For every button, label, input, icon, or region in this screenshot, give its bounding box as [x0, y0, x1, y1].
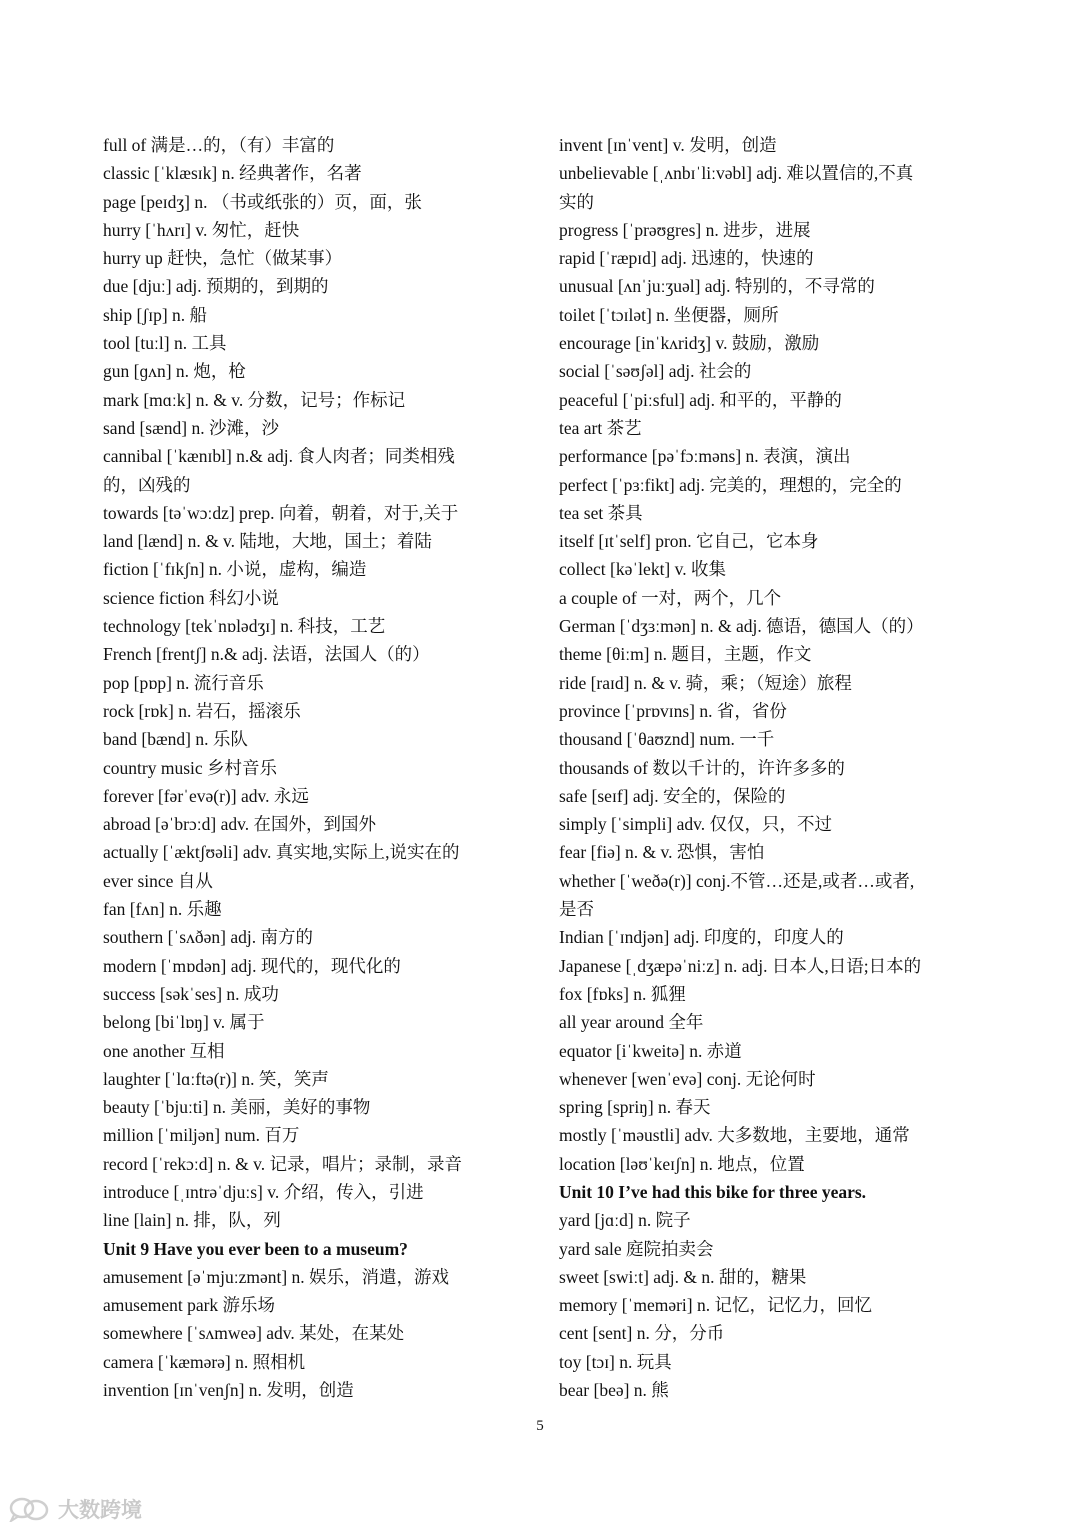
vocab-entry: gun [ɡʌn] n. 炮，枪 — [103, 361, 246, 382]
vocab-entry: whenever [wenˈevə] conj. 无论何时 — [559, 1068, 816, 1089]
vocab-entry: mark [mɑːk] n. & v. 分数，记号；作标记 — [103, 389, 406, 410]
vocab-entry: equator [iˈkweitə] n. 赤道 — [559, 1040, 742, 1061]
vocab-entry: amusement [əˈmjuːzmənt] n. 娱乐，消遣，游戏 — [103, 1266, 450, 1287]
vocab-entry: hurry up 赶快，急忙（做某事） — [103, 248, 343, 269]
vocab-entry: modern [ˈmɒdən] adj. 现代的，现代化的 — [103, 955, 401, 976]
vocab-entry: fox [fɒks] n. 狐狸 — [559, 983, 686, 1004]
unit-10-heading: Unit 10 I’ve had this bike for three years. — [559, 1181, 867, 1202]
vocab-entry: French [frentʃ] n.& adj. 法语，法国人（的） — [103, 644, 430, 665]
vocab-entry: country music 乡村音乐 — [103, 757, 278, 778]
vocab-entry: fear [fiə] n. & v. 恐惧，害怕 — [559, 842, 765, 863]
vocab-entry: sand [sænd] n. 沙滩，沙 — [103, 417, 279, 438]
vocab-entry-continuation: 是否 — [559, 899, 594, 920]
vocab-entry: province [ˈprɒvɪns] n. 省，省份 — [559, 700, 787, 721]
vocab-entry: mostly [ˈməustli] adv. 大多数地，主要地，通常 — [559, 1125, 910, 1146]
watermark-text: 大数跨境 — [58, 1498, 142, 1522]
vocab-entry: yard [jɑːd] n. 院子 — [559, 1210, 691, 1231]
vocab-entry: social [ˈsəʊʃəl] adj. 社会的 — [559, 361, 752, 382]
vocab-entry: abroad [əˈbrɔːd] adv. 在国外，到国外 — [103, 814, 376, 835]
vocab-entry: towards [təˈwɔːdz] prep. 向着，朝着，对于,关于 — [103, 502, 459, 523]
vocab-entry: Japanese [ˌdʒæpəˈniːz] n. adj. 日本人,日语;日本的 — [559, 955, 922, 976]
vocab-entry: ride [raɪd] n. & v. 骑，乘；（短途）旅程 — [559, 672, 852, 693]
vocab-entry: thousand [ˈθaʊznd] num. 一千 — [559, 729, 775, 750]
vocab-entry: one another 互相 — [103, 1040, 225, 1061]
vocab-entry: collect [kəˈlekt] v. 收集 — [559, 559, 726, 580]
vocab-entry: encourage [inˈkʌridʒ] v. 鼓励，激励 — [559, 333, 820, 354]
vocab-entry: all year around 全年 — [559, 1012, 704, 1033]
vocab-entry: memory [ˈmeməri] n. 记忆，记忆力，回忆 — [559, 1295, 872, 1316]
vocab-entry: itself [ɪtˈself] pron. 它自己，它本身 — [559, 531, 819, 552]
vocab-entry: rapid [ˈræpɪd] adj. 迅速的，快速的 — [559, 248, 814, 269]
vocab-entry: due [djuː] adj. 预期的，到期的 — [103, 276, 329, 297]
vocab-entry: safe [seɪf] adj. 安全的，保险的 — [559, 785, 786, 806]
vocab-entry: perfect [ˈpɜːfikt] adj. 完美的，理想的，完全的 — [559, 474, 902, 495]
watermark — [8, 1494, 142, 1524]
vocab-entry: fiction [ˈfɪkʃn] n. 小说，虚构，编造 — [103, 559, 367, 580]
vocab-entry: German [ˈdʒɜːmən] n. & adj. 德语，德国人（的） — [559, 616, 924, 637]
vocab-entry: invent [ɪnˈvent] v. 发明，创造 — [559, 135, 777, 155]
left-column — [103, 131, 533, 1404]
vocab-entry: pop [pɒp] n. 流行音乐 — [103, 672, 264, 693]
vocab-entry: simply [ˈsimpli] adv. 仅仅，只，不过 — [559, 814, 833, 835]
vocab-entry: introduce [ˌɪntrəˈdjuːs] v. 介绍，传入，引进 — [103, 1181, 424, 1202]
vocab-entry: actually [ˈæktʃʊəli] adv. 真实地,实际上,说实在的 — [103, 842, 460, 863]
vocab-entry: tea art 茶艺 — [559, 417, 642, 438]
vocab-entry: location [ləʊˈkeɪʃn] n. 地点，位置 — [559, 1153, 805, 1174]
vocab-entry: success [səkˈses] n. 成功 — [103, 983, 279, 1004]
vocab-entry: beauty [ˈbjuːti] n. 美丽，美好的事物 — [103, 1097, 371, 1118]
vocab-entry: page [peɪdʒ] n. （书或纸张的）页，面，张 — [103, 191, 422, 212]
vocab-entry-continuation: 实的 — [559, 191, 594, 212]
vocab-entry: tool [tuːl] n. 工具 — [103, 333, 227, 354]
vocab-entry: land [lænd] n. & v. 陆地，大地，国土；着陆 — [103, 531, 432, 552]
vocab-entry: science fiction 科幻小说 — [103, 587, 279, 608]
vocab-entry: somewhere [ˈsʌmweə] adv. 某处，在某处 — [103, 1323, 405, 1344]
vocab-entry: a couple of 一对，两个，几个 — [559, 587, 782, 608]
vocab-entry: band [bænd] n. 乐队 — [103, 729, 248, 750]
vocab-entry: laughter [ˈlɑːftə(r)] n. 笑，笑声 — [103, 1068, 329, 1089]
vocab-entry: invention [ɪnˈvenʃn] n. 发明，创造 — [103, 1380, 354, 1401]
vocab-entry: theme [θiːm] n. 题目，主题，作文 — [559, 644, 812, 665]
vocab-entry: belong [biˈlɒŋ] v. 属于 — [103, 1012, 265, 1033]
vocab-entry: unusual [ʌnˈjuːʒuəl] adj. 特别的，不寻常的 — [559, 276, 875, 297]
vocab-entry: fan [fʌn] n. 乐趣 — [103, 899, 222, 920]
right-column — [559, 131, 989, 1404]
vocab-entry: bear [beə] n. 熊 — [559, 1380, 669, 1401]
vocab-entry: unbelievable [ˌʌnbɪˈliːvəbl] adj. 难以置信的,不真 — [559, 163, 914, 184]
vocab-entry: forever [fərˈevə(r)] adv. 永远 — [103, 785, 309, 806]
vocab-entry: hurry [ˈhʌrɪ] v. 匆忙，赶快 — [103, 219, 300, 240]
vocab-entry: sweet [swiːt] adj. & n. 甜的，糖果 — [559, 1266, 807, 1287]
vocab-entry: progress [ˈprəʊgres] n. 进步，进展 — [559, 219, 811, 240]
page-number: 5 — [536, 1418, 544, 1434]
vocab-entry: southern [ˈsʌðən] adj. 南方的 — [103, 927, 313, 948]
vocab-entry: peaceful [ˈpiːsful] adj. 和平的，平静的 — [559, 389, 842, 410]
vocab-entry: full of 满是…的，（有）丰富的 — [103, 135, 335, 155]
vocab-entry: amusement park 游乐场 — [103, 1295, 276, 1316]
vocab-entry: thousands of 数以千计的，许许多多的 — [559, 757, 845, 778]
vocab-entry: rock [rɒk] n. 岩石，摇滚乐 — [103, 700, 301, 721]
vocab-entry: whether [ˈweðə(r)] conj.不管…还是,或者…或者, — [559, 870, 915, 891]
vocab-entry-continuation: 的，凶残的 — [103, 474, 191, 495]
vocab-entry: record [ˈrekɔːd] n. & v. 记录，唱片；录制，录音 — [103, 1153, 462, 1174]
vocab-entry: Indian [ˈɪndjən] adj. 印度的，印度人的 — [559, 927, 844, 948]
vocab-entry: ever since 自从 — [103, 870, 213, 891]
vocab-entry: cannibal [ˈkænɪbl] n.& adj. 食人肉者；同类相残 — [103, 446, 455, 467]
vocab-entry: yard sale 庭院拍卖会 — [559, 1238, 714, 1259]
vocab-entry: million [ˈmiljən] num. 百万 — [103, 1125, 300, 1146]
vocab-entry: classic [ˈklæsɪk] n. 经典著作，名著 — [103, 163, 362, 184]
vocab-entry: toy [tɔɪ] n. 玩具 — [559, 1351, 672, 1372]
vocab-entry: ship [ʃɪp] n. 船 — [103, 304, 208, 325]
unit-9-heading: Unit 9 Have you ever been to a museum? — [103, 1238, 408, 1259]
vocab-entry: tea set 茶具 — [559, 502, 643, 523]
vocab-entry: toilet [ˈtɔɪlət] n. 坐便器，厕所 — [559, 304, 779, 325]
vocab-entry: spring [spriŋ] n. 春天 — [559, 1097, 711, 1118]
vocab-entry: camera [ˈkæmərə] n. 照相机 — [103, 1351, 306, 1372]
vocab-entry: technology [tekˈnɒlədʒɪ] n. 科技，工艺 — [103, 616, 386, 637]
vocab-entry: performance [pəˈfɔːməns] n. 表演，演出 — [559, 446, 851, 467]
vocab-entry: cent [sent] n. 分，分币 — [559, 1323, 725, 1344]
vocab-entry: line [lain] n. 排，队，列 — [103, 1210, 281, 1231]
chat-bubbles-logo-icon — [8, 1496, 52, 1522]
